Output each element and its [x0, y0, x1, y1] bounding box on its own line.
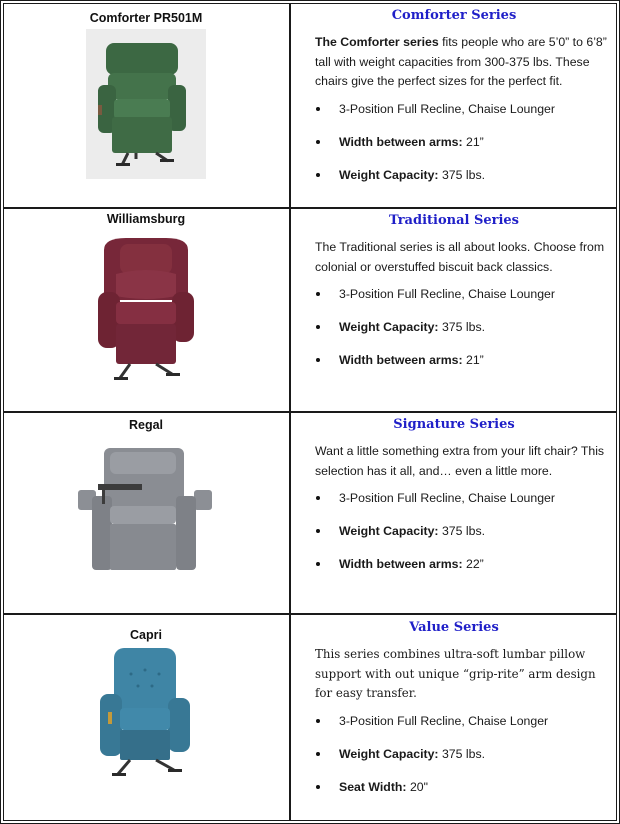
feature-list — [291, 285, 617, 384]
feature-item: Weight Capacity: 375 lbs. — [291, 745, 617, 778]
table-row — [3, 208, 617, 412]
feature-list — [291, 489, 617, 588]
bullet-icon — [316, 496, 320, 500]
series-cell — [290, 614, 617, 821]
feature-item: Width between arms: 22” — [291, 555, 617, 588]
model-name: Comforter PR501M — [89, 11, 203, 25]
bullet-icon — [316, 358, 320, 362]
product-cell — [3, 208, 290, 412]
bullet-icon — [316, 173, 320, 177]
chair-image — [96, 644, 196, 784]
model-name: Regal — [128, 418, 164, 432]
lift-chair-green-icon — [86, 29, 206, 179]
feature-item: Weight Capacity: 375 lbs. — [291, 522, 617, 555]
series-description: This series combines ultra-soft lumbar pillow support with out unique “grip-rite” arm design for easy transfer. — [315, 647, 596, 700]
lift-chair-burgundy-icon — [86, 230, 206, 390]
lift-chair-blue-icon — [96, 644, 196, 784]
chair-image — [86, 29, 206, 179]
series-description: Want a little something extra from your lift chair? This selection has it all, and… even a little more. — [315, 444, 605, 478]
model-name: Capri — [130, 628, 162, 642]
bullet-icon — [316, 562, 320, 566]
feature-item: 3-Position Full Recline, Chaise Lounger — [291, 100, 617, 133]
feature-item: Weight Capacity: 375 lbs. — [291, 318, 617, 351]
bullet-icon — [316, 107, 320, 111]
bullet-icon — [316, 325, 320, 329]
table-row — [3, 412, 617, 614]
chair-image — [86, 230, 206, 390]
series-description: The Traditional series is all about looks. Choose from colonial or overstuffed biscuit back classics. — [315, 240, 605, 274]
series-title: Comforter Series — [391, 8, 517, 23]
feature-item: Weight Capacity: 375 lbs. — [291, 166, 617, 199]
series-title: Traditional Series — [388, 213, 520, 228]
table-row — [3, 3, 617, 208]
product-cell — [3, 3, 290, 208]
lift-chair-comparison-table — [3, 3, 617, 821]
bullet-icon — [316, 719, 320, 723]
series-title: Signature Series — [393, 417, 515, 432]
bullet-icon — [316, 785, 320, 789]
series-description: The Comforter series fits people who are 5’0” to 6’8” tall with weight capacities from 300-375 lbs. These chairs give the perfect sizes for the perfect fit. — [315, 35, 607, 88]
product-cell — [3, 614, 290, 821]
feature-list — [291, 100, 617, 199]
model-name: Williamsburg — [106, 212, 186, 226]
feature-item: 3-Position Full Recline, Chaise Lounger — [291, 285, 617, 318]
feature-list — [291, 712, 617, 811]
feature-item: 3-Position Full Recline, Chaise Lounger — [291, 489, 617, 522]
series-cell — [290, 3, 617, 208]
chair-image — [76, 444, 216, 584]
series-cell — [290, 208, 617, 412]
bullet-icon — [316, 752, 320, 756]
feature-item: Seat Width: 20" — [291, 778, 617, 811]
feature-item: Width between arms: 21” — [291, 351, 617, 384]
lift-chair-gray-icon — [76, 444, 216, 584]
feature-item: 3-Position Full Recline, Chaise Longer — [291, 712, 617, 745]
product-cell — [3, 412, 290, 614]
series-cell — [290, 412, 617, 614]
bullet-icon — [316, 529, 320, 533]
description-bold: The Comforter series — [315, 35, 439, 49]
series-title: Value Series — [409, 620, 499, 635]
bullet-icon — [316, 292, 320, 296]
table-row — [3, 614, 617, 821]
bullet-icon — [316, 140, 320, 144]
feature-item: Width between arms: 21” — [291, 133, 617, 166]
